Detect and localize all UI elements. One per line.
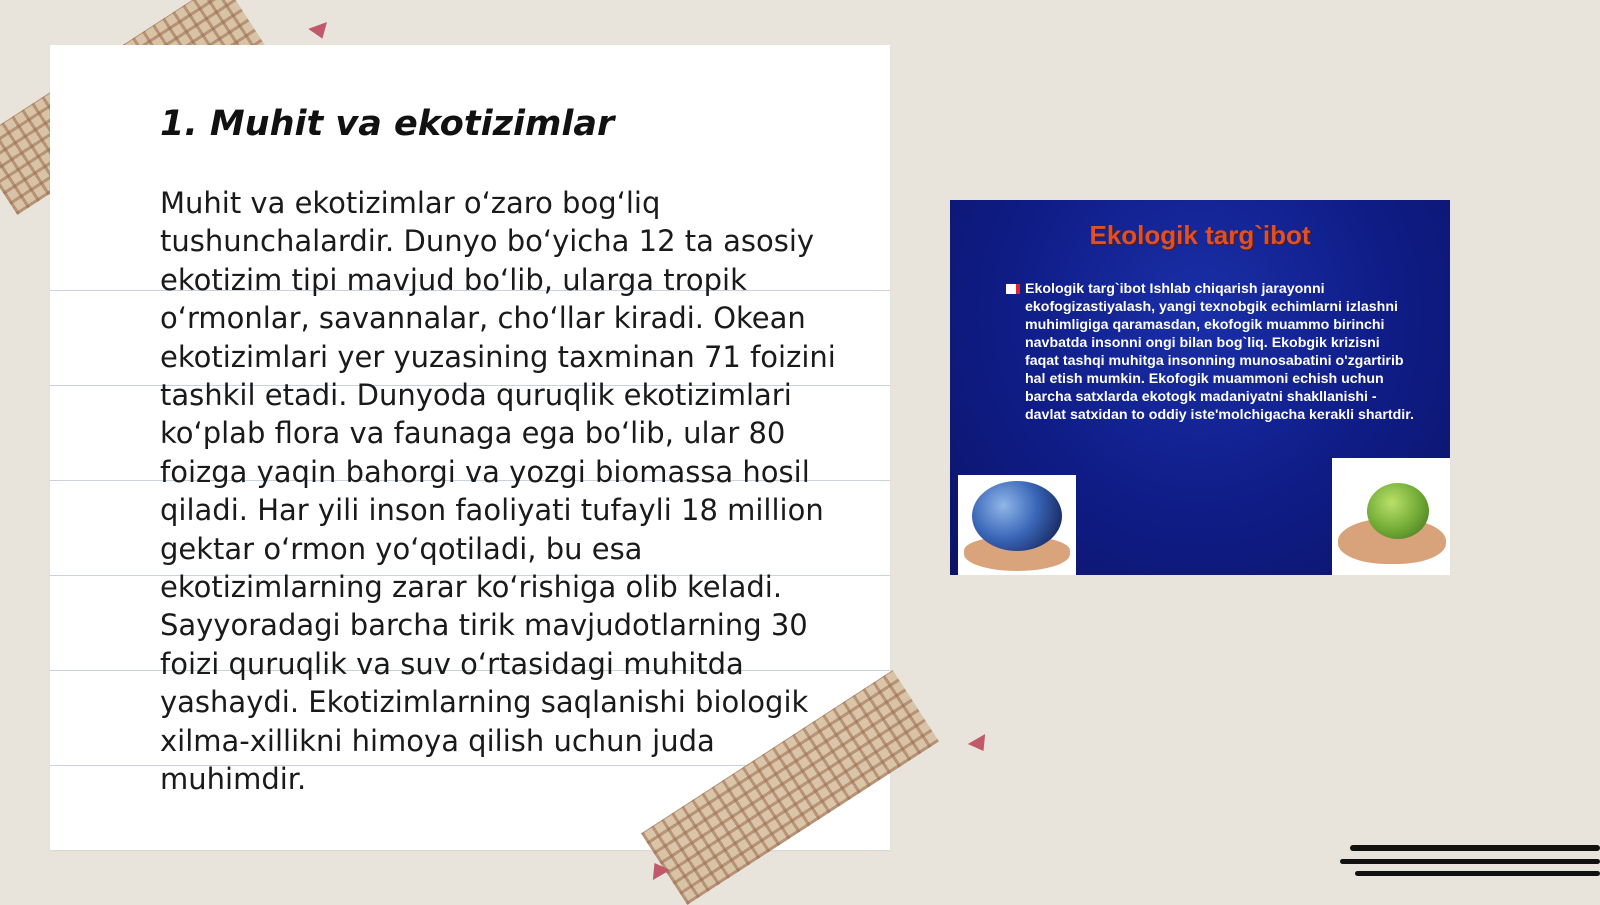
slide-heading: 1. Muhit va ekotizimlar — [160, 104, 615, 144]
embedded-slide-image — [950, 200, 1450, 575]
body-paragraph: Muhit va ekotizimlar o‘zaro bog‘liq tushunchalardir. Dunyo bo‘yicha 12 ta asosiy ekotizim tipi mavjud bo‘lib, ularga tropik o‘rmonlar, savannalar, cho‘llar kiradi. Okean ekotizimlari yer yuzasining taxminan 71 foizini tashkil etadi. Dunyoda quruqlik ekotizimlari ko‘plab flora va faunaga ega bo‘lib, ular 80 foizga yaqin bahorgi va yozgi biomassa hosil qiladi. Har yili inson faoliyati tufayli 18 million gektar o‘rmon yo‘qotiladi, bu esa ekotizimlarning zarar ko‘rishiga olib keladi. Sayyoradagi barcha tirik mavjudotlarning 30 foizi quruqlik va suv o‘rtasidagi muhitda yashaydi. Ekotizimlarning saqlanishi biologik xilma-xillikni himoya qilish uchun juda muhimdir. — [160, 186, 836, 797]
embedded-slide-title: Ekologik targ`ibot — [1089, 220, 1311, 250]
tape-corner-pin — [968, 734, 992, 756]
green-globe-in-hands-icon — [1332, 458, 1450, 575]
bullet-icon — [1006, 284, 1020, 294]
earth-in-hands-icon — [958, 475, 1076, 575]
tape-corner-pin — [308, 22, 332, 42]
embedded-slide-text: Ekologik targ`ibot Ishlab chiqarish jarayonni ekofogizastiyalash, yangi texnobgik echimlarni izlashni muhimligiga qaramasdan, ekofogik muammo birinchi navbatda insonni ongi bilan bog`liq. Ekobgik krizisni faqat tashqi muhitga insonning munosabatini o'zgartirib hal etish mumkin. Ekofogik muammoni echish uchun barcha satxlarda ekotogk madaniyatni shakllanishi - davlat satxidan to oddiy iste'molchigacha kerakli shartdir. — [1025, 281, 1414, 423]
